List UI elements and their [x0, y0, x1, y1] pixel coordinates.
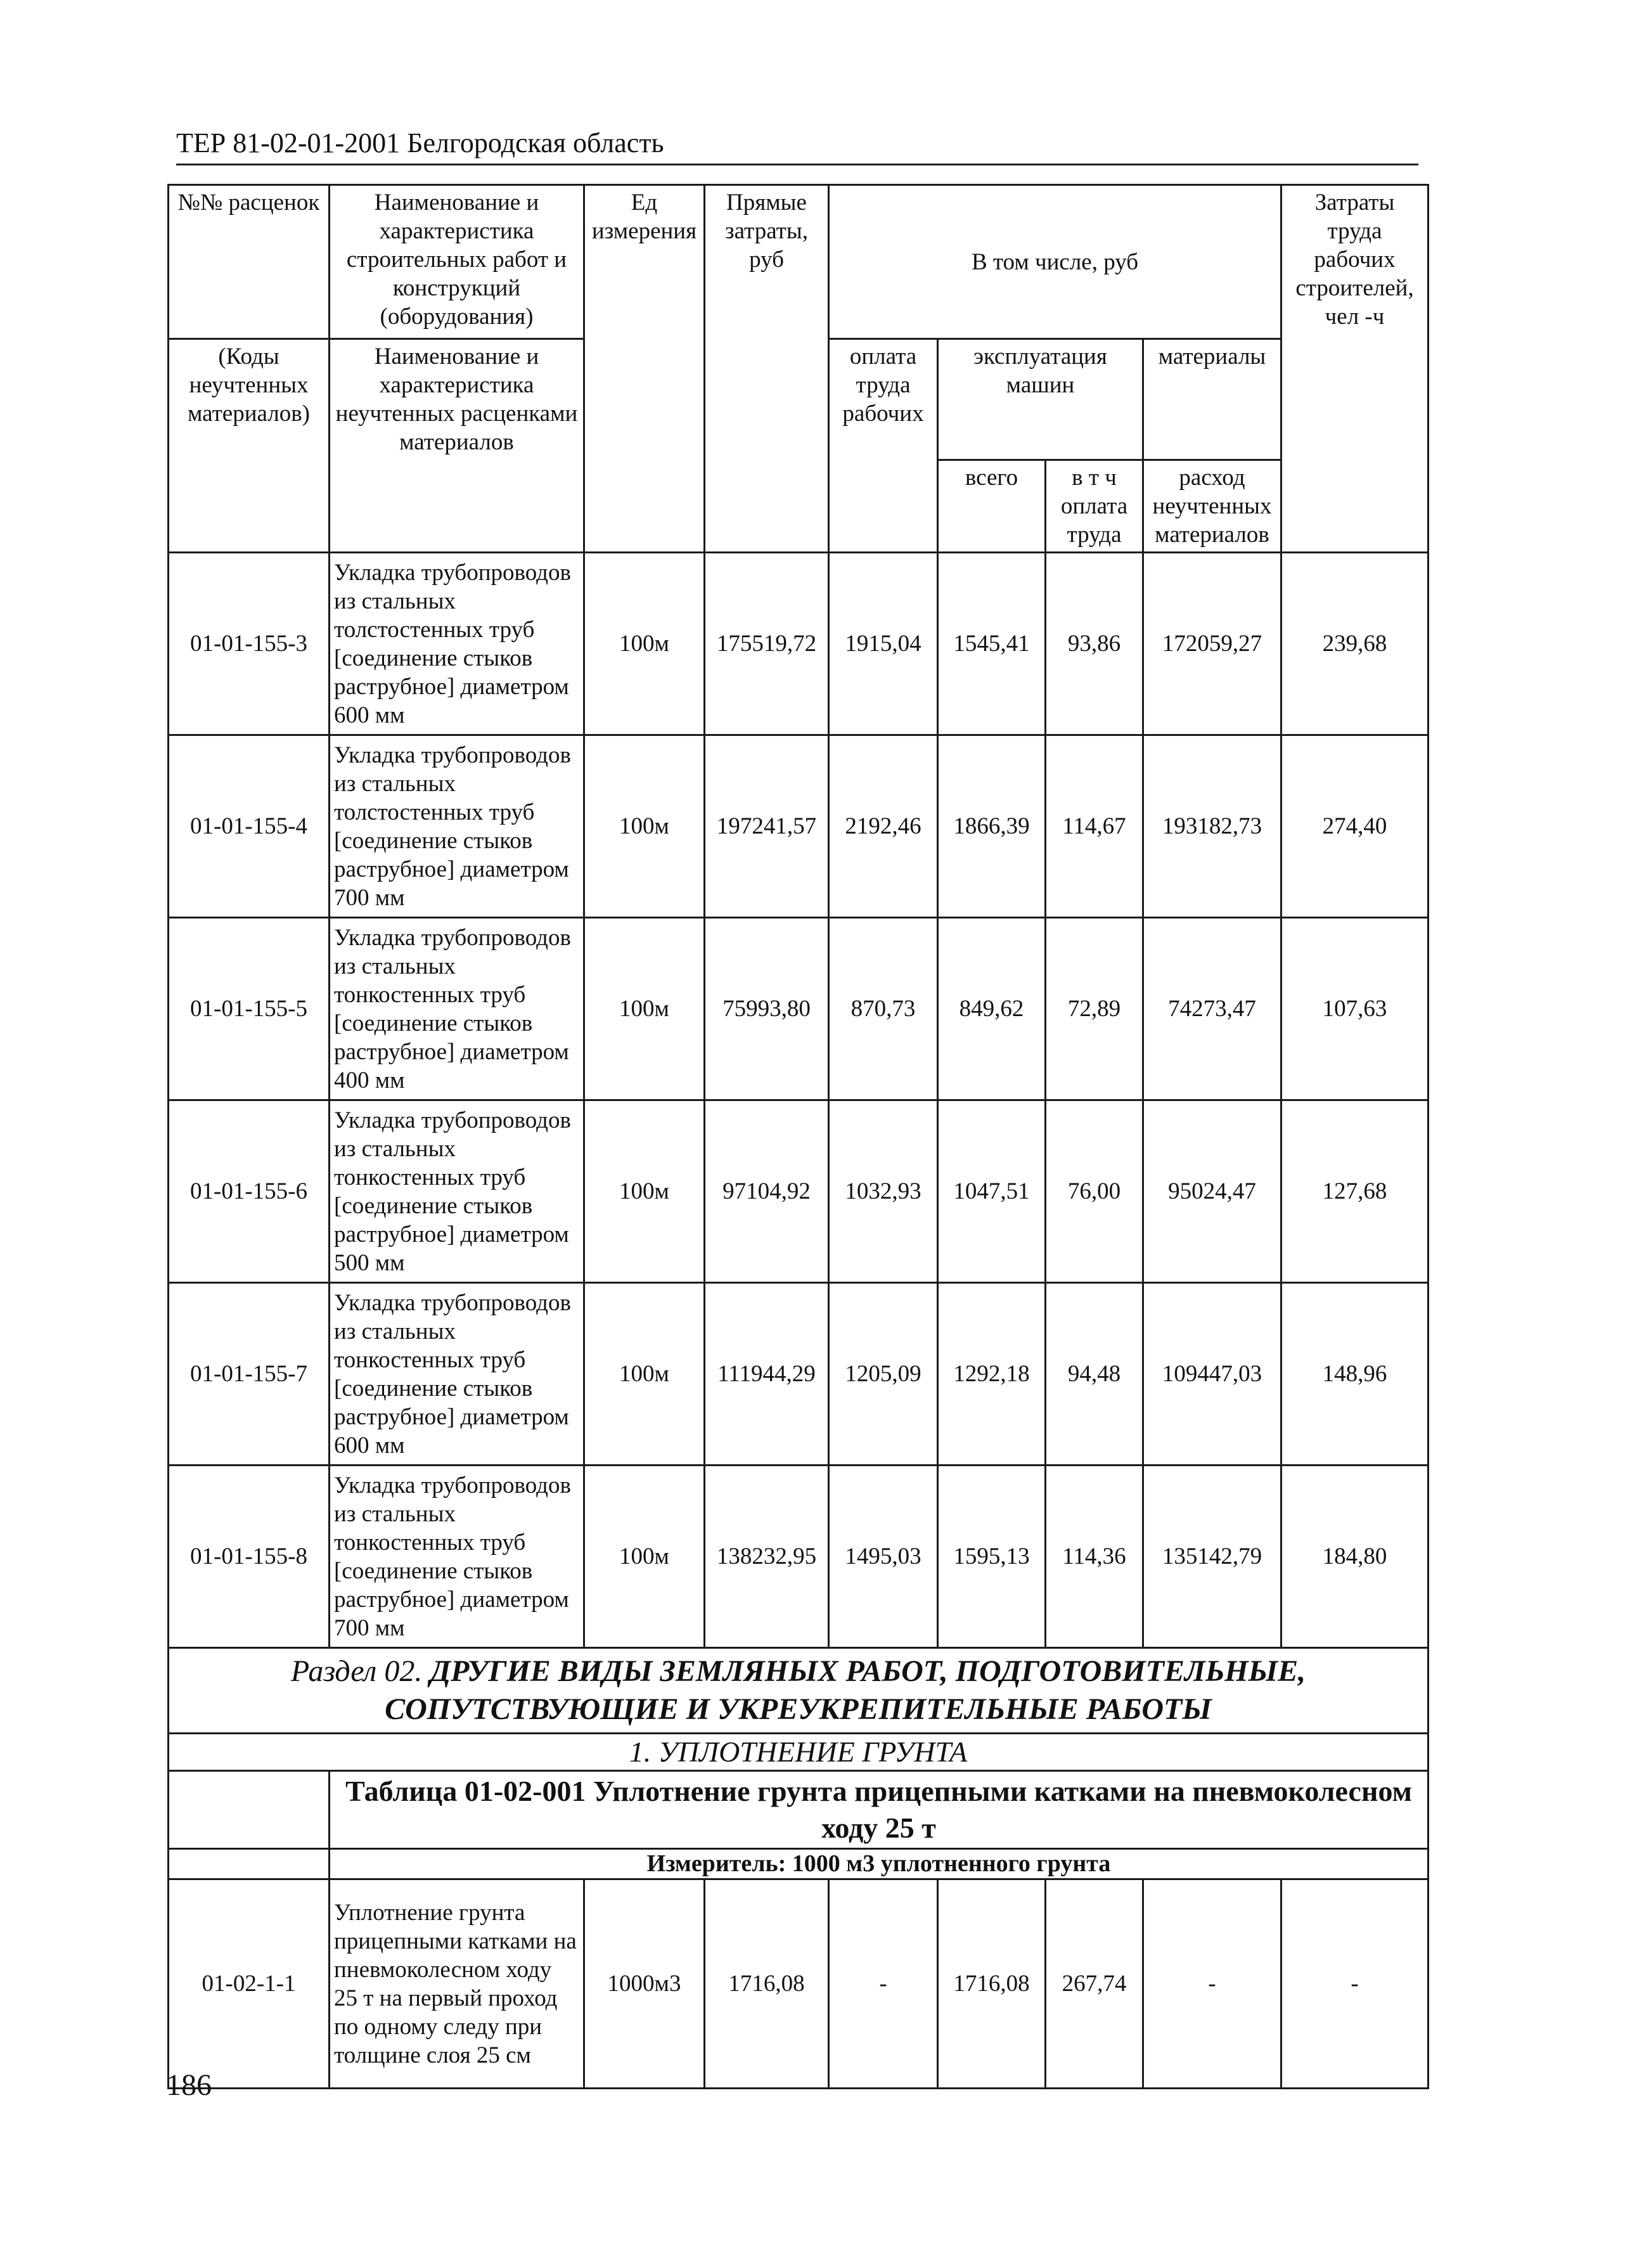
section-title	[169, 1648, 1428, 1734]
row-unit: 100м	[584, 1100, 705, 1283]
row-code: 01-01-155-6	[169, 1100, 330, 1283]
subsection-title: 1. УПЛОТНЕНИЕ ГРУНТА	[169, 1734, 1428, 1771]
row-labor: 148,96	[1281, 1283, 1428, 1466]
row-mach-total: 1595,13	[938, 1466, 1046, 1648]
row-mach-total: 1545,41	[938, 553, 1046, 735]
section-prefix: Раздел 02.	[290, 1654, 423, 1688]
row-materials: 193182,73	[1143, 735, 1281, 918]
header-machines-total: всего	[938, 460, 1046, 553]
page-header: ТЕР 81-02-01-2001 Белгородская область	[176, 126, 1418, 165]
row-mach-wages: 114,67	[1046, 735, 1143, 918]
meter-row	[169, 1849, 1428, 1879]
header-materials-unaccounted: расход неучтенных материалов	[1143, 460, 1281, 553]
row-direct: 97104,92	[705, 1100, 829, 1283]
row-mach-wages: 267,74	[1046, 1879, 1143, 2089]
row-unit: 1000м3	[584, 1879, 705, 2089]
row-direct: 111944,29	[705, 1283, 829, 1466]
row-unit: 100м	[584, 918, 705, 1100]
row-direct: 75993,80	[705, 918, 829, 1100]
row-labor: 107,63	[1281, 918, 1428, 1100]
row-code: 01-01-155-4	[169, 735, 330, 918]
row-labor: 239,68	[1281, 553, 1428, 735]
row-labor: -	[1281, 1879, 1428, 2089]
row-mach-total: 1866,39	[938, 735, 1046, 918]
row-wages: 870,73	[829, 918, 938, 1100]
row-desc: Укладка трубопроводов из стальных тонкостенных труб [соединение стыков раструбное] диаметром 700 мм	[330, 1466, 584, 1648]
row-wages: 1032,93	[829, 1100, 938, 1283]
row-materials: 172059,27	[1143, 553, 1281, 735]
row-mach-wages: 76,00	[1046, 1100, 1143, 1283]
header-machines-wages: в т ч оплата труда	[1046, 460, 1143, 553]
row-unit: 100м	[584, 1283, 705, 1466]
header-incl: В том числе, руб	[829, 185, 1281, 339]
header-code: №№ расценок	[169, 185, 330, 339]
row-code: 01-01-155-7	[169, 1283, 330, 1466]
row-unit: 100м	[584, 553, 705, 735]
row-materials: -	[1143, 1879, 1281, 2089]
table-row	[169, 1283, 1428, 1466]
row-labor: 184,80	[1281, 1466, 1428, 1648]
table-row	[169, 553, 1428, 735]
row-unit: 100м	[584, 1466, 705, 1648]
header-machines: эксплуатация машин	[938, 339, 1143, 460]
header-wages: оплата труда рабочих	[829, 339, 938, 553]
row-materials: 135142,79	[1143, 1466, 1281, 1648]
header-row-1	[169, 185, 1428, 339]
header-code-sub: (Коды неучтенных материалов)	[169, 339, 330, 553]
row-direct: 175519,72	[705, 553, 829, 735]
table-title: Таблица 01-02-001 Уплотнение грунта прицепными катками на пневмоколесном ходу 25 т	[330, 1771, 1428, 1849]
header-name-sub: Наименование и характеристика неучтенных расценками материалов	[330, 339, 584, 553]
row-unit: 100м	[584, 735, 705, 918]
table-row	[169, 918, 1428, 1100]
row-desc: Укладка трубопроводов из стальных тонкостенных труб [соединение стыков раструбное] диаметром 400 мм	[330, 918, 584, 1100]
row-materials: 109447,03	[1143, 1283, 1281, 1466]
header-materials: материалы	[1143, 339, 1281, 460]
row-desc: Укладка трубопроводов из стальных толстостенных труб [соединение стыков раструбное] диаметром 600 мм	[330, 553, 584, 735]
header-unit: Ед измерения	[584, 185, 705, 553]
price-table	[167, 184, 1429, 2089]
header-direct: Прямые затраты, руб	[705, 185, 829, 553]
table-row	[169, 1466, 1428, 1648]
row-wages: 1915,04	[829, 553, 938, 735]
row-wages: 2192,46	[829, 735, 938, 918]
header-labor: Затраты труда рабочих строителей, чел -ч	[1281, 185, 1428, 553]
table-row	[169, 735, 1428, 918]
table-row	[169, 1879, 1428, 2089]
row-labor: 127,68	[1281, 1100, 1428, 1283]
row-code: 01-01-155-3	[169, 553, 330, 735]
row-desc: Уплотнение грунта прицепными катками на пневмоколесном ходу 25 т на первый проход по одному следу при толщине слоя 25 см	[330, 1879, 584, 2089]
row-materials: 74273,47	[1143, 918, 1281, 1100]
table-title-row	[169, 1771, 1428, 1849]
row-mach-total: 1047,51	[938, 1100, 1046, 1283]
row-mach-wages: 114,36	[1046, 1466, 1143, 1648]
row-desc: Укладка трубопроводов из стальных толстостенных труб [соединение стыков раструбное] диаметром 700 мм	[330, 735, 584, 918]
section-row	[169, 1648, 1428, 1734]
row-direct: 138232,95	[705, 1466, 829, 1648]
row-code: 01-01-155-8	[169, 1466, 330, 1648]
section-title-line2: СОПУТСТВУЮЩИЕ И УКРЕУКРЕПИТЕЛЬНЫЕ РАБОТЫ	[385, 1692, 1212, 1726]
row-direct: 1716,08	[705, 1879, 829, 2089]
row-mach-total: 849,62	[938, 918, 1046, 1100]
row-labor: 274,40	[1281, 735, 1428, 918]
row-materials: 95024,47	[1143, 1100, 1281, 1283]
row-desc: Укладка трубопроводов из стальных тонкостенных труб [соединение стыков раструбное] диаметром 600 мм	[330, 1283, 584, 1466]
row-mach-wages: 94,48	[1046, 1283, 1143, 1466]
section-title-line1: ДРУГИЕ ВИДЫ ЗЕМЛЯНЫХ РАБОТ, ПОДГОТОВИТЕЛЬНЫЕ,	[430, 1654, 1306, 1688]
row-wages: -	[829, 1879, 938, 2089]
row-wages: 1495,03	[829, 1466, 938, 1648]
page-number: 186	[166, 2068, 212, 2102]
row-code: 01-02-1-1	[169, 1879, 330, 2089]
row-code: 01-01-155-5	[169, 918, 330, 1100]
row-desc: Укладка трубопроводов из стальных тонкостенных труб [соединение стыков раструбное] диаметром 500 мм	[330, 1100, 584, 1283]
row-wages: 1205,09	[829, 1283, 938, 1466]
header-name: Наименование и характеристика строительных работ и конструкций (оборудования)	[330, 185, 584, 339]
table-row	[169, 1100, 1428, 1283]
row-mach-total: 1716,08	[938, 1879, 1046, 2089]
meter-label: Измеритель: 1000 м3 уплотненного грунта	[330, 1849, 1428, 1879]
row-direct: 197241,57	[705, 735, 829, 918]
row-mach-total: 1292,18	[938, 1283, 1046, 1466]
row-mach-wages: 72,89	[1046, 918, 1143, 1100]
row-mach-wages: 93,86	[1046, 553, 1143, 735]
subsection-row	[169, 1734, 1428, 1771]
